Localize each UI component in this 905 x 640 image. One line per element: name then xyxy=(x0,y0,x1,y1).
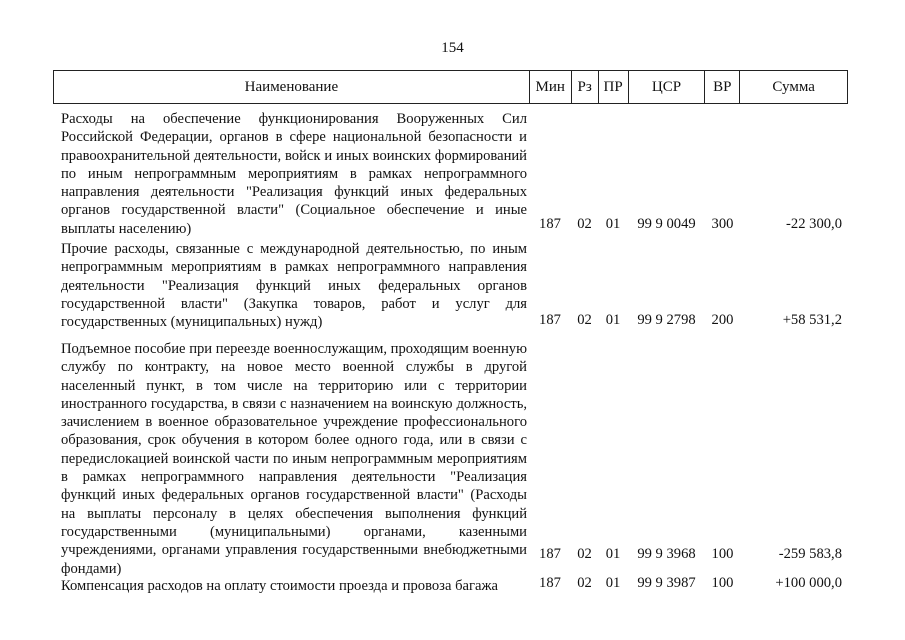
cell-rz: 02 xyxy=(577,312,592,328)
header-csr: ЦСР xyxy=(628,71,705,103)
cell-csr: 99 9 2798 xyxy=(637,312,696,328)
cell-vr: 100 xyxy=(711,546,734,562)
cell-pr: 01 xyxy=(605,575,621,591)
cell-pr: 01 xyxy=(605,546,621,562)
cell-csr: 99 9 3968 xyxy=(637,546,696,562)
cell-vr: 200 xyxy=(711,312,734,328)
cell-sum: -259 583,8 xyxy=(778,546,842,562)
cell-vr: 100 xyxy=(711,575,734,591)
cell-sum: +58 531,2 xyxy=(782,312,842,328)
header-pr: ПР xyxy=(598,71,628,103)
cell-min: 187 xyxy=(539,312,561,328)
row-description: Подъемное пособие при переезде военнослужащим, проходящим военную службу по контракту, на новое место военной службы в другой населенный пункт, в том числе на территорию или с территории иностранного государства, в связи с назначением на воинскую должность, зачислением в военное образовательное учреждение профессионального образования, срок обучения в котором более одного года, или в связи с передислокацией воинской части по иным непрограммным мероприятиям в рамках непрограммного направления деятельности "Реализация функций иных федеральных органов государственной власти" (Расходы на выплаты персоналу в целях обеспечения выполнения функций государственными (муниципальными) органами, казенными учреждениями, органами управления государственными внебюджетными фондами) xyxy=(61,341,527,577)
cell-csr: 99 9 3987 xyxy=(637,575,696,591)
row-description: Прочие расходы, связанные с международной деятельностью, по иным непрограммным мероприятиям в рамках непрограммного направления деятельности "Реализация функций иных федеральных органов государственной власти" (Закупка товаров, работ и услуг для государственных (муниципальных) нужд) xyxy=(61,241,527,331)
cell-pr: 01 xyxy=(605,312,621,328)
header-name: Наименование xyxy=(244,78,339,95)
header-rz: Рз xyxy=(571,71,598,103)
header-min: Мин xyxy=(529,71,571,103)
row-values xyxy=(529,310,848,330)
page-number: 154 xyxy=(441,40,464,56)
table-header xyxy=(53,70,848,104)
cell-sum: +100 000,0 xyxy=(775,575,842,591)
cell-csr: 99 9 0049 xyxy=(637,216,696,232)
row-values xyxy=(529,214,848,234)
header-vr: ВР xyxy=(704,71,739,103)
cell-vr: 300 xyxy=(711,216,734,232)
row-values xyxy=(529,573,848,593)
row-values xyxy=(529,544,848,564)
cell-rz: 02 xyxy=(577,546,592,562)
row-description: Расходы на обеспечение функционирования Вооруженных Сил Российской Федерации, органов в сфере национальной безопасности и правоохранительной деятельности, войск и иных воинских формирований по иным непрограммным мероприятиям в рамках непрограммного направления деятельности "Реализация функций иных федеральных органов государственной власти" (Социальное обеспечение и иные выплаты населению) xyxy=(61,111,527,237)
cell-sum: -22 300,0 xyxy=(786,216,842,232)
cell-pr: 01 xyxy=(605,216,621,232)
cell-min: 187 xyxy=(539,575,561,591)
cell-min: 187 xyxy=(539,216,561,232)
cell-rz: 02 xyxy=(577,216,592,232)
cell-min: 187 xyxy=(539,546,561,562)
row-description: Компенсация расходов на оплату стоимости проезда и провоза багажа xyxy=(61,578,498,594)
cell-rz: 02 xyxy=(577,575,592,591)
header-sum: Сумма xyxy=(739,71,847,103)
